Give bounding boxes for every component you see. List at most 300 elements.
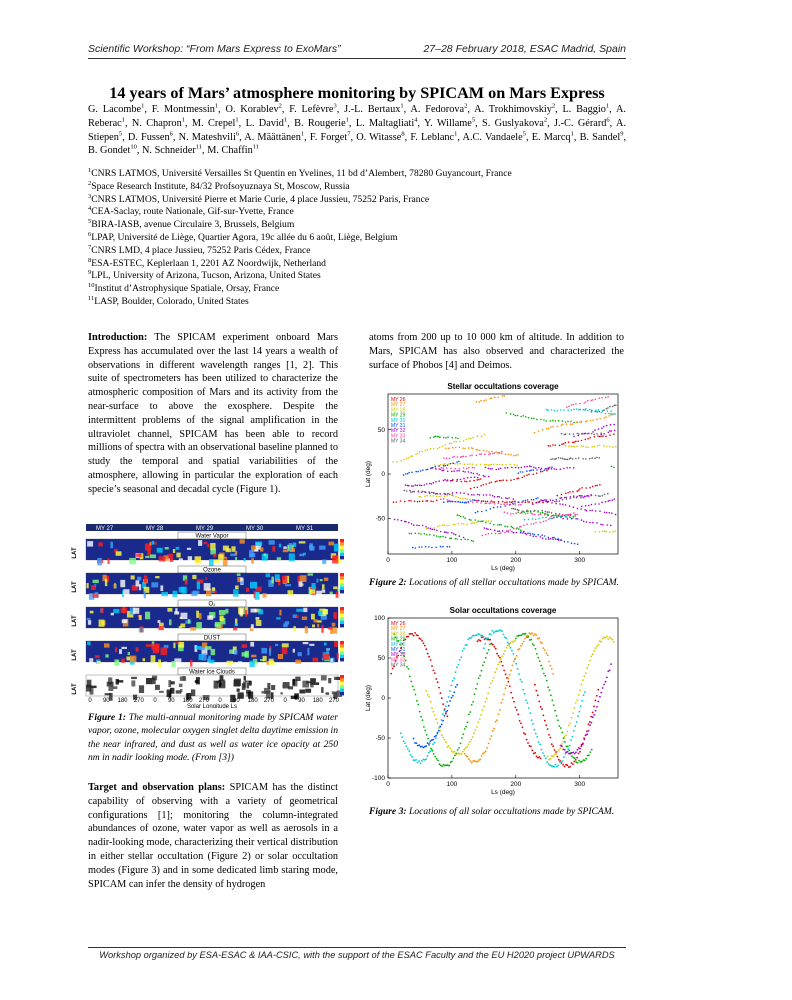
data-point bbox=[427, 653, 429, 655]
panel-data-patch bbox=[185, 579, 188, 585]
panel-data-patch bbox=[306, 681, 311, 683]
data-point bbox=[545, 757, 547, 759]
data-point bbox=[608, 432, 610, 434]
data-point bbox=[599, 696, 601, 698]
data-point bbox=[420, 470, 422, 472]
data-point bbox=[452, 492, 454, 494]
data-point bbox=[567, 746, 569, 748]
data-point bbox=[578, 433, 580, 435]
data-point bbox=[490, 468, 492, 470]
data-point bbox=[561, 443, 563, 445]
data-point bbox=[600, 436, 602, 438]
data-point bbox=[518, 673, 520, 675]
data-point bbox=[396, 461, 398, 463]
data-point bbox=[485, 467, 487, 469]
data-point bbox=[445, 741, 447, 743]
data-point bbox=[431, 665, 433, 667]
data-point bbox=[435, 678, 437, 680]
panel-data-patch bbox=[308, 573, 313, 575]
data-point bbox=[419, 496, 421, 498]
data-point bbox=[427, 469, 429, 471]
data-point bbox=[464, 538, 466, 540]
data-point bbox=[442, 524, 444, 526]
data-point bbox=[556, 499, 558, 501]
data-point bbox=[428, 696, 430, 698]
data-point bbox=[449, 443, 451, 445]
data-point bbox=[581, 433, 583, 435]
panel-data-patch bbox=[179, 642, 185, 648]
figure-3-chart bbox=[355, 604, 625, 800]
panel-data-patch bbox=[316, 579, 318, 583]
data-point bbox=[612, 499, 614, 501]
legend-entry: MY 29 bbox=[391, 412, 406, 419]
data-point bbox=[508, 530, 510, 532]
colorbar-segment bbox=[340, 614, 344, 617]
data-point bbox=[444, 715, 446, 717]
data-point bbox=[574, 753, 576, 755]
data-point bbox=[477, 721, 479, 723]
data-point bbox=[561, 516, 563, 518]
panel-data-patch bbox=[104, 643, 110, 647]
author-name: J.-C. Gérard bbox=[554, 117, 607, 129]
panel-data-patch bbox=[87, 618, 91, 620]
data-point bbox=[525, 500, 527, 502]
data-point bbox=[408, 472, 410, 474]
data-point bbox=[548, 511, 550, 513]
data-point bbox=[588, 755, 590, 757]
data-point bbox=[472, 499, 474, 501]
data-point bbox=[466, 498, 468, 500]
panel-data-patch bbox=[282, 576, 287, 584]
affiliation-item bbox=[88, 270, 626, 283]
panel-data-patch bbox=[302, 617, 307, 621]
data-point bbox=[459, 447, 461, 449]
panel-data-patch bbox=[140, 626, 142, 633]
data-point bbox=[539, 501, 541, 503]
panel-data-patch bbox=[199, 613, 202, 619]
data-point bbox=[581, 744, 583, 746]
x-axis-label: Ls (deg) bbox=[491, 565, 515, 572]
affiliation-item bbox=[88, 168, 626, 181]
y-tick-label: 50 bbox=[377, 655, 385, 663]
data-point bbox=[522, 726, 524, 728]
data-point bbox=[490, 633, 492, 635]
data-point bbox=[454, 751, 456, 753]
panel-data-patch bbox=[282, 685, 284, 688]
data-point bbox=[496, 480, 498, 482]
data-point bbox=[491, 451, 493, 453]
data-point bbox=[469, 519, 471, 521]
data-point bbox=[484, 643, 486, 645]
data-point bbox=[518, 477, 520, 479]
panel-data-patch bbox=[307, 648, 309, 656]
data-point bbox=[433, 436, 435, 438]
x-tick-label: 270 bbox=[198, 698, 209, 704]
panel-data-patch bbox=[167, 608, 172, 612]
data-point bbox=[596, 706, 598, 708]
data-point bbox=[485, 534, 487, 536]
data-point bbox=[520, 679, 522, 681]
data-point bbox=[564, 736, 566, 738]
data-point bbox=[546, 513, 548, 515]
data-point bbox=[401, 736, 403, 738]
data-point bbox=[508, 681, 510, 683]
legend-entry: MY 26 bbox=[391, 621, 406, 627]
data-point bbox=[506, 501, 508, 503]
data-point bbox=[504, 467, 506, 469]
data-point bbox=[475, 512, 477, 514]
panel-data-patch bbox=[155, 542, 157, 545]
data-point bbox=[455, 671, 457, 673]
data-point bbox=[603, 445, 605, 447]
data-point bbox=[562, 504, 564, 506]
panel-data-patch bbox=[321, 625, 323, 633]
author-name: L. David bbox=[245, 117, 284, 129]
author-name: G. Lacombe bbox=[88, 104, 142, 115]
data-point bbox=[538, 741, 540, 743]
chart-title: Stellar occultations coverage bbox=[447, 382, 559, 391]
data-point bbox=[426, 734, 428, 736]
colorbar-segment bbox=[340, 641, 344, 644]
data-point bbox=[577, 762, 579, 764]
panel-data-patch bbox=[278, 654, 283, 659]
data-point bbox=[506, 412, 508, 414]
data-point bbox=[488, 464, 490, 466]
data-point bbox=[434, 464, 436, 466]
data-point bbox=[500, 533, 502, 535]
data-point bbox=[487, 529, 489, 531]
data-point bbox=[539, 660, 541, 662]
data-point bbox=[472, 736, 474, 738]
data-point bbox=[410, 455, 412, 457]
data-point bbox=[491, 533, 493, 535]
data-point bbox=[567, 514, 569, 516]
data-point bbox=[504, 532, 506, 534]
panel-data-patch bbox=[150, 554, 156, 558]
data-point bbox=[433, 482, 435, 484]
data-point bbox=[604, 637, 606, 639]
panel-data-patch bbox=[272, 546, 275, 552]
data-point bbox=[482, 665, 484, 667]
chart-title: Solar occultations coverage bbox=[449, 606, 557, 615]
data-point bbox=[581, 684, 583, 686]
data-point bbox=[444, 524, 446, 526]
data-point bbox=[590, 420, 592, 422]
colorbar-segment bbox=[340, 655, 344, 658]
data-point bbox=[476, 464, 478, 466]
data-point bbox=[434, 756, 436, 758]
data-point bbox=[530, 639, 532, 641]
data-point bbox=[472, 522, 474, 524]
panel-data-patch bbox=[119, 649, 122, 654]
data-point bbox=[486, 450, 488, 452]
data-point bbox=[501, 524, 503, 526]
data-point bbox=[532, 503, 534, 505]
data-point bbox=[411, 756, 413, 758]
data-point bbox=[596, 645, 598, 647]
author-separator: , bbox=[287, 117, 295, 129]
data-point bbox=[550, 694, 552, 696]
data-point bbox=[418, 490, 420, 492]
data-point bbox=[506, 480, 508, 482]
data-point bbox=[611, 430, 613, 432]
data-point bbox=[531, 750, 533, 752]
data-point bbox=[436, 436, 438, 438]
data-point bbox=[407, 636, 409, 638]
panel-data-patch bbox=[116, 551, 122, 556]
data-point bbox=[522, 471, 524, 473]
data-point bbox=[418, 525, 420, 527]
affiliation-item bbox=[88, 283, 626, 296]
panel-data-patch bbox=[180, 689, 182, 692]
data-point bbox=[420, 762, 422, 764]
data-point bbox=[549, 517, 551, 519]
data-point bbox=[440, 464, 442, 466]
data-point bbox=[437, 732, 439, 734]
data-point bbox=[443, 501, 445, 503]
data-point bbox=[556, 469, 558, 471]
data-point bbox=[461, 753, 463, 755]
data-point bbox=[425, 450, 427, 452]
panel-data-patch bbox=[205, 577, 207, 579]
data-point bbox=[518, 467, 520, 469]
data-point bbox=[442, 467, 444, 469]
data-point bbox=[403, 740, 405, 742]
panel-data-patch bbox=[310, 684, 314, 687]
affiliation-number: 10 bbox=[88, 281, 95, 289]
data-point bbox=[595, 503, 597, 505]
data-point bbox=[548, 467, 550, 469]
data-point bbox=[512, 697, 514, 699]
data-point bbox=[445, 437, 447, 439]
data-point bbox=[579, 689, 581, 691]
data-point bbox=[595, 700, 597, 702]
panel-data-patch bbox=[261, 648, 267, 654]
data-point bbox=[487, 501, 489, 503]
data-point bbox=[589, 724, 591, 726]
data-point bbox=[513, 532, 515, 534]
data-point bbox=[527, 532, 529, 534]
data-point bbox=[396, 501, 398, 503]
panel-data-patch bbox=[99, 620, 105, 627]
data-point bbox=[598, 701, 600, 703]
data-point bbox=[446, 701, 448, 703]
panel-title: Water Vapor bbox=[195, 533, 229, 540]
data-point bbox=[567, 409, 569, 411]
data-point bbox=[523, 415, 525, 417]
panel-data-patch bbox=[235, 586, 239, 590]
data-point bbox=[512, 527, 514, 529]
data-point bbox=[499, 709, 501, 711]
data-point bbox=[546, 680, 548, 682]
data-point bbox=[613, 433, 615, 435]
panel-data-patch bbox=[158, 659, 161, 667]
data-point bbox=[519, 513, 521, 515]
data-point bbox=[457, 514, 459, 516]
data-point bbox=[500, 629, 502, 631]
author-separator: , bbox=[144, 104, 152, 115]
data-point bbox=[431, 707, 433, 709]
figure-1 bbox=[70, 520, 352, 708]
data-point bbox=[551, 699, 553, 701]
panel-data-patch bbox=[199, 647, 205, 650]
data-point bbox=[469, 480, 471, 482]
data-point bbox=[601, 502, 603, 504]
panel-data-patch bbox=[136, 580, 140, 586]
data-point bbox=[408, 457, 410, 459]
data-point bbox=[541, 468, 543, 470]
data-point bbox=[540, 512, 542, 514]
panel-data-patch bbox=[324, 643, 327, 646]
data-point bbox=[594, 457, 596, 459]
legend-entry: MY 26 bbox=[391, 397, 406, 403]
data-point bbox=[469, 463, 471, 465]
author-separator: , bbox=[172, 131, 179, 143]
data-point bbox=[560, 747, 562, 749]
data-point bbox=[602, 638, 604, 640]
panel-data-patch bbox=[223, 546, 229, 551]
data-point bbox=[615, 446, 617, 448]
data-point bbox=[605, 416, 607, 418]
data-point bbox=[538, 514, 540, 516]
data-point bbox=[572, 712, 574, 714]
data-point bbox=[557, 751, 559, 753]
data-point bbox=[557, 410, 559, 412]
data-point bbox=[447, 436, 449, 438]
data-point bbox=[510, 642, 512, 644]
data-point bbox=[587, 410, 589, 412]
data-point bbox=[485, 510, 487, 512]
data-point bbox=[442, 703, 444, 705]
data-point bbox=[547, 511, 549, 513]
data-point bbox=[591, 722, 593, 724]
data-point bbox=[550, 420, 552, 422]
data-point bbox=[489, 639, 491, 641]
panel-title: DUST bbox=[203, 635, 221, 642]
data-point bbox=[531, 513, 533, 515]
data-point bbox=[468, 467, 470, 469]
data-point bbox=[453, 456, 455, 458]
data-point bbox=[463, 749, 465, 751]
data-point bbox=[570, 457, 572, 459]
data-point bbox=[513, 455, 515, 457]
data-point bbox=[550, 538, 552, 540]
author-separator: , bbox=[350, 131, 357, 143]
data-point bbox=[571, 755, 573, 757]
data-point bbox=[550, 445, 552, 447]
data-point bbox=[515, 467, 517, 469]
data-point bbox=[497, 524, 499, 526]
data-point bbox=[429, 750, 431, 752]
data-point bbox=[468, 743, 470, 745]
panel-data-patch bbox=[283, 546, 287, 549]
data-point bbox=[520, 531, 522, 533]
data-point bbox=[428, 744, 430, 746]
data-point bbox=[487, 637, 489, 639]
author-name: B. Rougerie bbox=[294, 117, 346, 129]
data-point bbox=[519, 526, 521, 528]
data-point bbox=[433, 753, 435, 755]
target-body: SPICAM has the distinct capability of observing with a variety of geometrical configurations [1]; monitoring the column-integrated abundances of ozone, water vapor as well as aerosols in a nadir-looking mode, characterizing their vertical distribution in either stellar occultation (Figure 2) or solar occultation modes (Figure 3) and in some dedicated limb staring mode, SPICAM can infer the density of hydrogen bbox=[88, 782, 338, 890]
panel-data-patch bbox=[151, 582, 158, 587]
data-point bbox=[464, 464, 466, 466]
panel-data-patch bbox=[325, 610, 328, 615]
panel-data-patch bbox=[152, 541, 155, 545]
data-point bbox=[403, 474, 405, 476]
data-point bbox=[479, 718, 481, 720]
data-point bbox=[592, 716, 594, 718]
data-point bbox=[576, 422, 578, 424]
affiliation-text: CNRS LMD, 4 place Jussieu, 75252 Paris Cédex, France bbox=[91, 244, 311, 256]
data-point bbox=[553, 704, 555, 706]
panel-data-patch bbox=[165, 547, 169, 550]
data-point bbox=[440, 546, 442, 548]
panel-data-patch bbox=[269, 659, 274, 664]
data-point bbox=[601, 427, 603, 429]
panel-data-patch bbox=[105, 693, 111, 695]
data-point bbox=[589, 437, 591, 439]
x-tick-label: 90 bbox=[298, 698, 305, 704]
data-point bbox=[425, 648, 427, 650]
panel-data-patch bbox=[240, 539, 245, 543]
data-point bbox=[546, 761, 548, 763]
data-point bbox=[605, 397, 607, 399]
data-point bbox=[470, 488, 472, 490]
data-point bbox=[452, 695, 454, 697]
data-point bbox=[535, 498, 537, 500]
author-separator: , bbox=[304, 131, 310, 143]
paper-title: 14 years of Mars’ atmosphere monitoring by SPICAM on Mars Express bbox=[109, 84, 605, 102]
x-tick-label: 180 bbox=[117, 698, 128, 704]
data-point bbox=[485, 522, 487, 524]
introduction-heading: Introduction: bbox=[88, 332, 148, 343]
data-point bbox=[481, 755, 483, 757]
data-point bbox=[515, 508, 517, 510]
data-point bbox=[436, 535, 438, 537]
data-point bbox=[569, 723, 571, 725]
panel-data-patch bbox=[87, 680, 92, 688]
data-point bbox=[555, 503, 557, 505]
data-point bbox=[536, 469, 538, 471]
data-point bbox=[464, 728, 466, 730]
data-point bbox=[540, 706, 542, 708]
data-point bbox=[595, 485, 597, 487]
data-point bbox=[535, 690, 537, 692]
data-point bbox=[544, 649, 546, 651]
data-point bbox=[609, 434, 611, 436]
introduction-paragraph bbox=[88, 331, 338, 497]
data-point bbox=[559, 497, 561, 499]
data-point bbox=[453, 441, 455, 443]
data-point bbox=[393, 501, 395, 503]
colorbar-segment bbox=[340, 621, 344, 624]
data-point bbox=[490, 453, 492, 455]
data-point bbox=[575, 751, 577, 753]
data-point bbox=[412, 491, 414, 493]
data-point bbox=[523, 641, 525, 643]
x-tick-label: 0 bbox=[218, 698, 222, 704]
data-point bbox=[595, 399, 597, 401]
data-point bbox=[529, 712, 531, 714]
data-point bbox=[561, 497, 563, 499]
data-point bbox=[578, 435, 580, 437]
panel-data-patch bbox=[155, 685, 160, 690]
data-point bbox=[540, 419, 542, 421]
data-point bbox=[573, 495, 575, 497]
data-point bbox=[459, 468, 461, 470]
x-tick-label: 270 bbox=[263, 698, 274, 704]
data-point bbox=[456, 538, 458, 540]
